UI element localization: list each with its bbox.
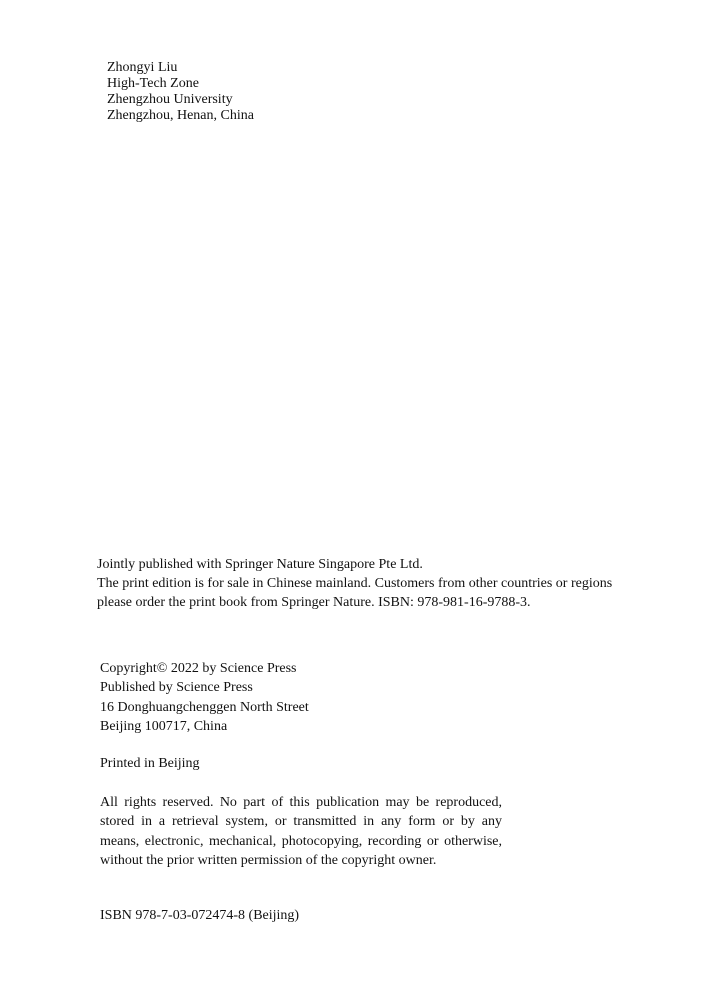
- author-address-line: Zhengzhou, Henan, China: [107, 108, 254, 123]
- publisher-info-block: [100, 659, 309, 736]
- publisher-address-line: 16 Donghuangchenggen North Street: [100, 699, 309, 715]
- joint-publication-note: [97, 555, 612, 612]
- joint-publication-line: Jointly published with Springer Nature Singapore Pte Ltd.: [97, 557, 423, 572]
- joint-publication-line: please order the print book from Springer Nature. ISBN: 978-981-16-9788-3.: [97, 595, 531, 610]
- author-address-line: Zhengzhou University: [107, 92, 233, 107]
- author-address-block: [107, 60, 254, 124]
- rights-notice-line: All rights reserved. No part of this publication may be reproduced,: [100, 795, 502, 810]
- rights-notice-line: means, electronic, mechanical, photocopying, recording or otherwise,: [100, 833, 502, 849]
- author-name: Zhongyi Liu: [107, 60, 178, 75]
- author-address-line: High-Tech Zone: [107, 76, 199, 91]
- rights-notice-line: without the prior written permission of the copyright owner.: [100, 852, 437, 868]
- joint-publication-line: The print edition is for sale in Chinese mainland. Customers from other countries or regions: [97, 576, 613, 591]
- isbn-text: ISBN 978-7-03-072474-8 (Beijing): [100, 908, 300, 923]
- rights-notice: [100, 793, 502, 870]
- publisher-address-line: Beijing 100717, China: [100, 718, 228, 734]
- rights-notice-line: stored in a retrieval system, or transmitted in any form or by any: [100, 814, 502, 830]
- printed-in-note: [100, 754, 200, 773]
- publisher-line: Published by Science Press: [100, 680, 253, 696]
- copyright-line: Copyright© 2022 by Science Press: [100, 661, 297, 676]
- isbn-line: [100, 906, 299, 925]
- printed-in-line: Printed in Beijing: [100, 756, 200, 771]
